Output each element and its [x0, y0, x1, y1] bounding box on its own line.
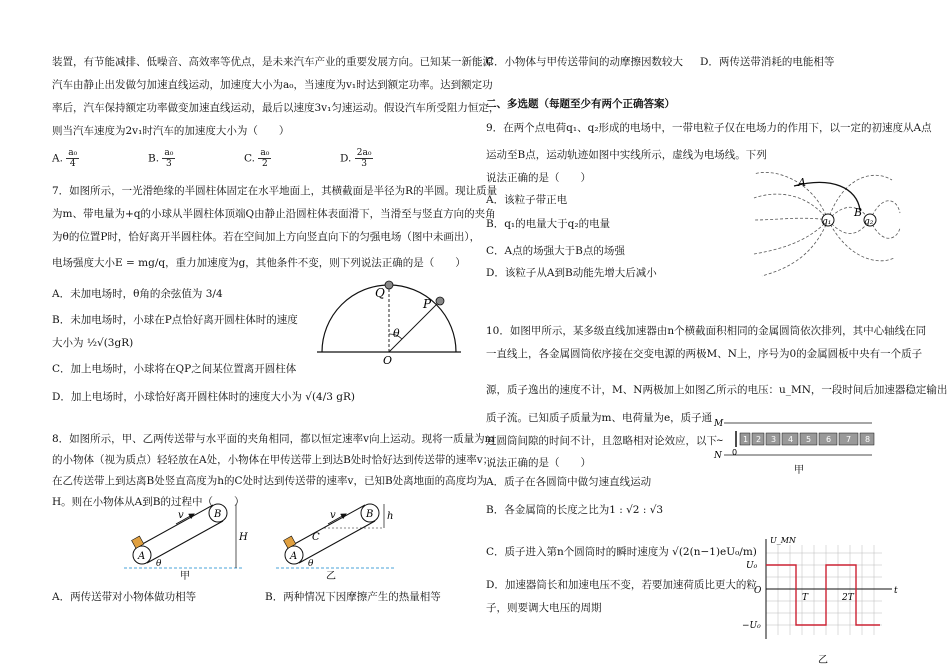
- fig7-p-label: P: [423, 297, 432, 311]
- fig10-zero: 0: [732, 448, 738, 457]
- p9-line1: 9．在两个点电荷q₁、q₂形成的电场中，一带电粒子仅在电场力的作用下，以一定的初速度从A点: [486, 122, 932, 134]
- p9-line3: 说法正确的是（ ）: [486, 172, 591, 184]
- accelerator-figure: [712, 415, 882, 477]
- fig8a-caption: 甲: [180, 571, 190, 580]
- p6-line1: 装置，有节能减排、低噪音、高效率等优点，是未来汽车产业的重要发展方向。已知某一新能源: [52, 56, 493, 68]
- p6-option-b: B. $\frac{\text{a₀}}{3}$: [148, 148, 174, 169]
- fig8a-theta: θ: [156, 559, 162, 569]
- tube-7: 7: [846, 435, 852, 444]
- fig10b-mu0: −U₀: [742, 621, 761, 631]
- square-wave-figure: [742, 535, 902, 667]
- p10-line1: 10．如图甲所示，某多级直线加速器由n个横截面积相同的金属圆筒依次排列，其中心轴线在同: [486, 325, 927, 337]
- tube-3: 3: [771, 435, 777, 444]
- p6-line4: 则当汽车速度为2v₁时汽车的加速度大小为（ ）: [52, 125, 290, 137]
- p9-option-b: B．q₁的电量大于q₂的电量: [486, 218, 611, 230]
- p8-option-a: A．两传送带对小物体做功相等: [52, 591, 197, 603]
- p6-option-d: D. $\frac{\text{2a₀}}{3}$: [340, 148, 372, 169]
- p10-line4: 质子流。已知质子质量为m、电荷量为e，质子通: [486, 412, 713, 424]
- tube-8: 8: [865, 435, 871, 444]
- fig10b-caption: 乙: [818, 655, 828, 666]
- fig10b-t2: 2T: [842, 593, 854, 603]
- p7-option-b2: 大小为 ½√(3gR): [52, 337, 134, 349]
- p6-option-c: C. $\frac{\text{a₀}}{2}$: [244, 148, 270, 169]
- p9-option-c: C．A点的场强大于B点的场强: [486, 245, 625, 257]
- fig8a-a: A: [138, 551, 146, 562]
- p10-option-d2: 子，则要调大电压的周期: [486, 602, 602, 614]
- fig8a-v: v: [178, 510, 184, 521]
- fig9-q1: q₁: [822, 217, 832, 227]
- p9-option-a: A．该粒子带正电: [486, 194, 568, 206]
- p10-option-c: C．质子进入第n个圆筒时的瞬时速度为 √(2(n−1)eU₀/m): [486, 546, 757, 558]
- p9-option-d: D．该粒子从A到B动能先增大后减小: [486, 267, 657, 279]
- svg-text:~: ~: [716, 436, 724, 446]
- fig7-q-label: Q: [375, 286, 385, 300]
- p7-option-c: C．加上电场时，小球将在QP之间某位置离开圆柱体: [52, 363, 297, 375]
- p7-line2: 为m、带电量为+q的小球从半圆柱体顶端Q由静止沿圆柱体表面滑下，当滑至与竖直方向的夹角: [52, 208, 496, 220]
- fig10-n: N: [714, 451, 722, 461]
- fig8b-theta: θ: [308, 559, 314, 569]
- p7-line3: 为θ的位置P时，恰好离开半圆柱体。若在空间加上方向竖直向下的匀强电场（图中未画出），: [52, 231, 481, 243]
- tube-2: 2: [756, 435, 762, 444]
- fig9-a: A: [798, 176, 806, 189]
- p8-line2: 的小物体（视为质点）轻轻放在A处，小物体在甲传送带上到达B处时恰好达到传送带的速率v；: [52, 454, 494, 466]
- p8-line4: H。则在小物体从A到B的过程中（ ）: [52, 496, 245, 508]
- p10-line5: 过圆筒间隙的时间不计，且忽略相对论效应，以下: [486, 435, 717, 447]
- p8-option-b: B．两种情况下因摩擦产生的热量相等: [265, 591, 441, 603]
- p10-line3: 源，质子逸出的速度不计，M、N两极加上如图乙所示的电压：u_MN，一段时间后加速器稳定输出: [486, 384, 948, 396]
- p8-option-d: D．两传送带消耗的电能相等: [700, 56, 835, 68]
- p10-line2: 一直线上，各金属圆筒依序接在交变电源的两极M、N上，序号为0的金属圆板中央有一个质子: [486, 348, 923, 360]
- conveyor-jia-figure: [120, 500, 250, 580]
- p8-line3: 在乙传送带上到达离B处竖直高度为h的C处时达到传送带的速率v，已知B处离地面的高度均为: [52, 475, 488, 487]
- fig10b-o: O: [754, 586, 762, 596]
- fig10-m: M: [714, 419, 724, 429]
- p10-option-b: B．各金属筒的长度之比为1 : √2 : √3: [486, 504, 664, 516]
- tube-5: 5: [806, 435, 812, 444]
- fig10-jia: 甲: [794, 465, 804, 476]
- p9-line2: 运动至B点，运动轨迹如图中实线所示，虚线为电场线。下列: [486, 149, 767, 161]
- p7-option-b1: B．未加电场时，小球在P点恰好离开圆柱体时的速度: [52, 314, 298, 326]
- fig8b-caption: 乙: [326, 571, 336, 580]
- p7-line4: 电场强度大小E = mg/q，重力加速度为g，其他条件不变，则下列说法正确的是（ ）: [52, 257, 466, 269]
- electric-field-figure: [752, 158, 902, 278]
- fig10b-u0: U₀: [746, 561, 758, 571]
- fig7-theta-label: θ: [393, 327, 400, 340]
- tube-6: 6: [826, 435, 832, 444]
- p6-line2: 汽车由静止出发做匀加速直线运动，加速度大小为a₀，当速度为v₁时达到额定功率。达到额定功: [52, 79, 493, 91]
- fig8a-b: B: [214, 509, 222, 520]
- p7-line1: 7．如图所示，一光滑绝缘的半圆柱体固定在水平地面上，其横截面是半径为R的半圆。现让质量: [52, 185, 498, 197]
- p10-option-a: A．质子在各圆筒中做匀速直线运动: [486, 476, 652, 488]
- fig8b-a: A: [290, 551, 298, 562]
- fig8b-v: v: [330, 510, 336, 521]
- fig9-b: B: [854, 206, 863, 219]
- fig8b-b: B: [366, 509, 374, 520]
- fig10b-u: U_MN: [770, 536, 796, 545]
- conveyor-yi-figure: [272, 500, 402, 580]
- p7-option-a: A．未加电场时，θ角的余弦值为 3/4: [52, 288, 223, 300]
- fig8b-c: C: [312, 532, 320, 543]
- fig9-q2: q₂: [864, 217, 874, 227]
- fig8b-h: h: [387, 511, 394, 522]
- p6-option-a: A. $\frac{\text{a₀}}{4}$: [52, 148, 78, 169]
- fig7-o-label: O: [383, 354, 393, 365]
- p10-option-d1: D．加速器筒长和加速电压不变，若要加速荷质比更大的粒: [486, 579, 757, 591]
- tube-4: 4: [788, 435, 794, 444]
- semicircle-figure: [315, 280, 465, 365]
- p8-option-c: C．小物体与甲传送带间的动摩擦因数较大: [486, 56, 684, 68]
- tube-1: 1: [743, 435, 749, 444]
- p7-option-d: D．加上电场时，小球恰好离开圆柱体时的速度大小为 √(4/3 gR): [52, 391, 356, 403]
- fig8a-h: H: [239, 532, 248, 543]
- p8-line1: 8．如图所示，甲、乙两传送带与水平面的夹角相同，都以恒定速率v向上运动。现将一质量为m: [52, 433, 495, 445]
- p10-line6: 说法正确的是（ ）: [486, 457, 591, 469]
- section-heading: 二、多选题（每题至少有两个正确答案）: [486, 98, 675, 110]
- fig10b-t1: T: [802, 593, 809, 603]
- fig10b-taxis: t: [894, 586, 898, 596]
- p6-line3: 率后，汽车保持额定功率做变加速直线运动，最后以速度3v₁匀速运动。假设汽车所受阻力恒定，: [52, 102, 500, 114]
